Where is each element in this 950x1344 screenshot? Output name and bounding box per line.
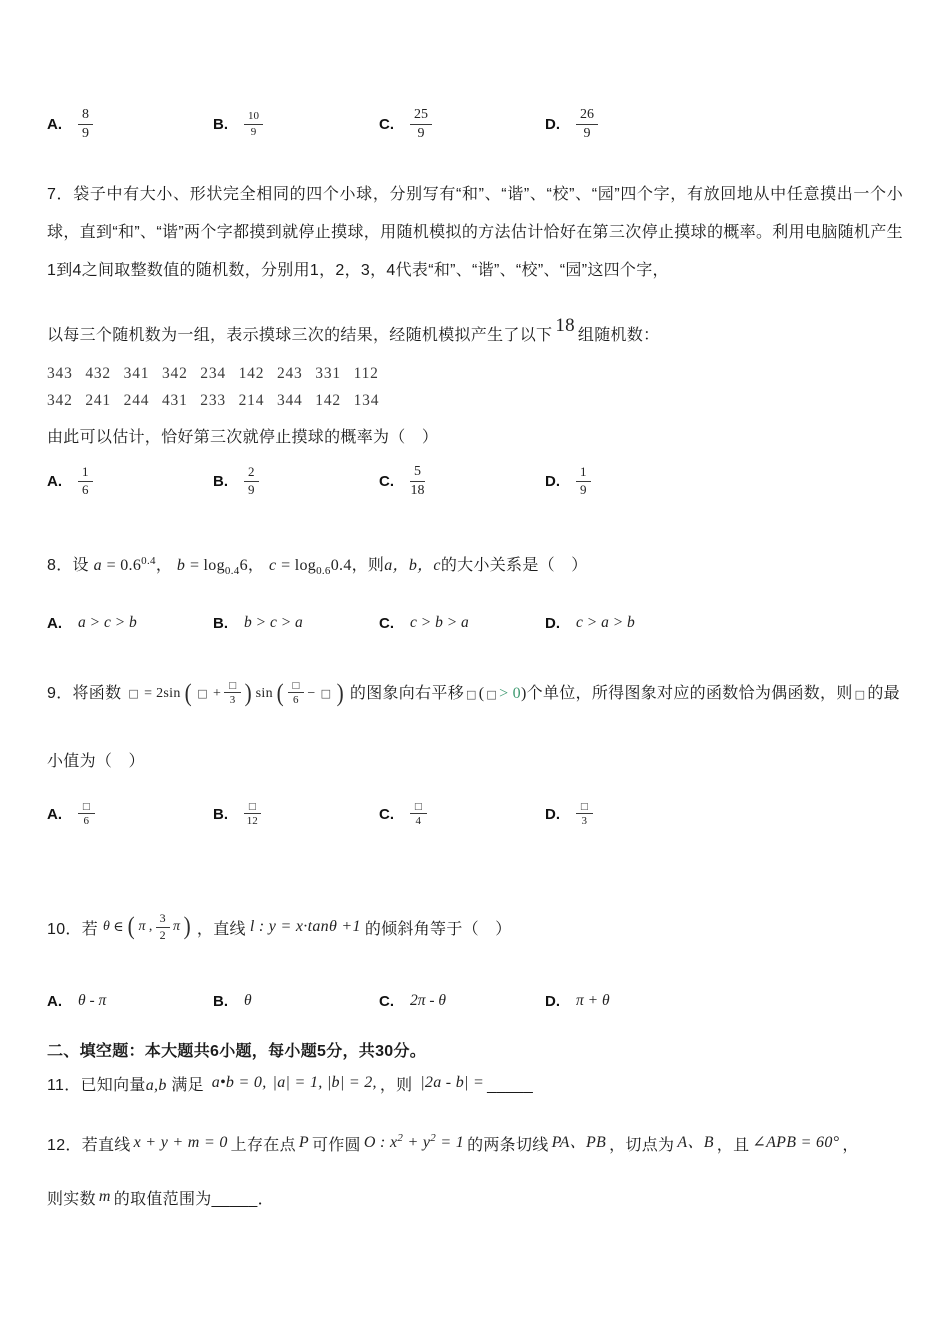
q11-mid2: ，则 xyxy=(379,1077,413,1094)
option-label: D. xyxy=(545,806,560,824)
question-11 xyxy=(47,1072,903,1095)
right-paren: ) xyxy=(336,680,345,707)
option-expression: b > c > a xyxy=(244,614,303,631)
q8-b-eq: = log xyxy=(189,557,225,574)
q8-lead: 8．设 xyxy=(47,557,89,574)
angle-condition: ∠APB = 60° xyxy=(752,1134,840,1151)
q8-variables: a，b，c xyxy=(384,557,441,574)
option-label: C. xyxy=(379,614,394,632)
question-9-stem xyxy=(47,670,903,719)
q11-magnitudes: |a| = 1, |b| = 2, xyxy=(272,1074,377,1091)
question-7-option-d xyxy=(545,465,711,497)
q9-function-formula xyxy=(126,670,345,718)
circle-equation: O : $x^2 + y^2 = 1$ xyxy=(363,1132,465,1151)
fraction: $\frac{10}{9}$ xyxy=(244,110,263,138)
option-expression: θ xyxy=(244,992,252,1009)
exponent: 2 xyxy=(430,1132,437,1144)
var-a: a xyxy=(93,557,102,574)
question-7-text-line4 xyxy=(47,316,903,355)
q11-dot-product: a•b = 0, xyxy=(211,1074,267,1091)
question-7-text xyxy=(47,176,903,290)
option-label: D. xyxy=(545,472,560,490)
question-9-option-a xyxy=(47,802,213,827)
fraction: $\frac{25}{9}$ xyxy=(410,107,432,141)
separator: ， xyxy=(155,557,173,574)
fraction: $\frac{1}{9}$ xyxy=(576,465,591,497)
option-label: D. xyxy=(545,992,560,1010)
right-paren: ) xyxy=(244,680,253,707)
q12-line2-end: ． xyxy=(257,1191,274,1208)
comma: , xyxy=(148,919,153,934)
q10-tail: 的倾斜角等于（ ） xyxy=(364,920,512,938)
option-expression: c > b > a xyxy=(410,614,469,631)
option-expression: 2π - θ xyxy=(410,992,447,1009)
left-paren: ( xyxy=(276,680,284,707)
left-paren: ( xyxy=(127,913,135,940)
option-label: B. xyxy=(213,992,228,1010)
option-expression: θ - π xyxy=(78,992,107,1009)
option-label: A. xyxy=(47,806,62,824)
option-label: D. xyxy=(545,614,560,632)
missing-glyph-box: □ xyxy=(854,688,866,702)
right-paren: ) xyxy=(183,913,192,940)
option-expression: π + θ xyxy=(576,992,610,1009)
q9-mid1: 的图象向右平移 xyxy=(349,685,465,703)
tangent-lines: PA、PB xyxy=(551,1134,607,1151)
question-12-line1 xyxy=(47,1132,903,1155)
question-9-options-row xyxy=(47,792,903,838)
option-label: B. xyxy=(213,472,228,490)
question-8-option-c xyxy=(379,614,545,632)
question-7-conclusion: 由此可以估计，恰好第三次就停止摸球的概率为（ ） xyxy=(47,429,439,446)
fraction: $\frac{8}{9}$ xyxy=(78,107,93,141)
random-group-count: 18 xyxy=(555,315,575,336)
option-label: B. xyxy=(213,115,228,133)
fraction: $\frac{□}{6}$ xyxy=(78,802,95,827)
question-12-line2 xyxy=(47,1186,903,1209)
question-7-paragraph: 7．袋子中有大小、形状完全相同的四个小球，分别写有“和”、“谐”、“校”、“园”四个字，有放回地从中任意摸出一个小球，直到“和”、“谐”两个字都摸到就停止摸球，用随机模拟的方法估计恰好在第三次停止摸球的概率。利用电脑随机产生1到4之间取整数值的随机数，分别用1，2，3，4代表“和”、“谐”、“校”、“园”这四个字， xyxy=(47,186,903,279)
option-expression: a > c > b xyxy=(78,614,137,631)
q10-mid1: ，直线 xyxy=(196,920,246,938)
question-10-stem xyxy=(47,903,903,951)
q8-a-exponent: 0.4 xyxy=(141,555,156,567)
question-7-option-c xyxy=(379,464,545,498)
left-paren: ( xyxy=(478,685,485,703)
q8-b-arg: 6 xyxy=(239,557,248,574)
q8-a-eq: = 0.6 xyxy=(106,557,142,574)
q9-condition: > 0 xyxy=(499,685,521,703)
q10-line-equation: l : y = x·tanθ +1 xyxy=(249,918,361,935)
question-8-option-a xyxy=(47,614,213,632)
q8-tail: 的大小关系是（ ） xyxy=(440,557,588,574)
minus-sign: − xyxy=(307,686,316,701)
q9-mid2: 个单位，所得图象对应的函数恰为偶函数，则 xyxy=(526,685,853,703)
q11-vectors: a,b xyxy=(145,1077,167,1094)
question-7-option-a xyxy=(47,465,213,497)
question-7-paragraph-tail: 组随机数： xyxy=(577,327,660,344)
question-6-option-a xyxy=(47,107,213,141)
fraction: $\frac{5}{18}$ xyxy=(410,463,425,498)
q8-c-eq: = log xyxy=(281,557,317,574)
answer-blank: _____ xyxy=(211,1191,258,1208)
exponent: 2 xyxy=(397,1132,404,1144)
right-paren: ) xyxy=(521,685,527,703)
q10-interval-formula xyxy=(103,912,192,942)
q9-sin: sin xyxy=(255,686,273,701)
q12-line-equation: x + y + m = 0 xyxy=(133,1134,228,1151)
question-6-option-d xyxy=(545,107,711,141)
fraction: $\frac{□}{6}$ xyxy=(288,681,305,706)
q11-lead: 11．已知向量 xyxy=(47,1077,146,1094)
option-label: A. xyxy=(47,614,62,632)
question-9-option-c xyxy=(379,802,545,827)
question-9-option-b xyxy=(213,802,379,827)
option-label: B. xyxy=(213,614,228,632)
missing-glyph-box: □ xyxy=(128,687,140,700)
q12-line2-lead: 则实数 xyxy=(47,1191,96,1208)
option-expression: c > a > b xyxy=(576,614,635,631)
option-label: C. xyxy=(379,115,394,133)
fraction: $\frac{26}{9}$ xyxy=(576,107,598,141)
q12-lead: 12．若直线 xyxy=(47,1137,131,1154)
missing-glyph-box: □ xyxy=(466,688,477,702)
question-10-option-a xyxy=(47,992,213,1010)
q12-mid2: 可作圆 xyxy=(311,1137,361,1154)
question-6-option-c xyxy=(379,107,545,141)
question-8-option-b xyxy=(213,614,379,632)
q8-b-base: 0.4 xyxy=(224,565,240,577)
fraction: $\frac{□}{3}$ xyxy=(576,802,593,827)
q10-lead: 10．若 xyxy=(47,920,98,938)
missing-glyph-box: □ xyxy=(197,687,208,700)
option-label: A. xyxy=(47,992,62,1010)
q12-line2-mid: 的取值范围为 xyxy=(113,1191,212,1208)
option-label: A. xyxy=(47,115,62,133)
option-label: A. xyxy=(47,472,62,490)
q8-mid: ，则 xyxy=(351,557,385,574)
question-10-option-c xyxy=(379,992,545,1010)
plus-sign: + xyxy=(213,686,222,701)
fraction: $\frac{□}{3}$ xyxy=(224,681,241,706)
random-numbers-block xyxy=(47,360,903,414)
missing-glyph-box: □ xyxy=(486,688,498,702)
tangent-points: A、B xyxy=(677,1134,714,1151)
question-8-stem xyxy=(47,552,903,575)
q12-mid6: ， xyxy=(842,1137,859,1154)
question-10-option-b xyxy=(213,992,379,1010)
random-numbers-row-2: 342 241 244 431 233 214 344 142 134 xyxy=(47,392,380,409)
var-b: b xyxy=(176,557,186,574)
var-m: m xyxy=(98,1188,111,1205)
fraction: $\frac{3}{2}$ xyxy=(156,912,170,942)
question-7-options-row xyxy=(47,458,903,504)
missing-glyph-box: □ xyxy=(320,687,332,700)
q12-mid5: ，且 xyxy=(716,1137,750,1154)
fraction: $\frac{1}{6}$ xyxy=(78,465,93,497)
question-8-options-row xyxy=(47,606,903,640)
option-label: D. xyxy=(545,115,560,133)
q11-mid1: 满足 xyxy=(171,1077,204,1094)
question-9-stem-line2: 小值为（ ） xyxy=(47,753,145,770)
q9-eq: = 2sin xyxy=(144,686,181,701)
q12-mid3: 的两条切线 xyxy=(467,1137,549,1154)
q8-c-arg: 0.4 xyxy=(330,557,352,574)
section-2-header: 二、填空题：本大题共6小题，每小题5分，共30分。 xyxy=(47,1043,427,1060)
question-7-option-b xyxy=(213,465,379,497)
q12-mid4: ，切点为 xyxy=(609,1137,675,1154)
q11-target-expression: |2a - b| = xyxy=(420,1074,485,1091)
element-of-sign: ∈ xyxy=(113,919,124,935)
fraction: $\frac{2}{9}$ xyxy=(244,465,259,497)
option-label: B. xyxy=(213,806,228,824)
fraction: $\frac{□}{12}$ xyxy=(244,802,261,827)
random-numbers-row-1: 343 432 341 342 234 142 243 331 112 xyxy=(47,365,379,382)
separator: ， xyxy=(247,557,265,574)
question-6-options-row xyxy=(47,100,903,148)
question-7-paragraph-cont: 以每三个随机数为一组，表示摸球三次的结果，经随机模拟产生了以下 xyxy=(47,327,553,344)
question-6-option-b xyxy=(213,110,379,138)
q9-mid3: 的最 xyxy=(867,685,900,703)
pi-symbol: π xyxy=(138,919,146,934)
left-paren: ( xyxy=(184,680,192,707)
question-9-option-d xyxy=(545,802,711,827)
fraction: $\frac{□}{4}$ xyxy=(410,802,427,827)
question-8-option-d xyxy=(545,614,711,632)
question-10-options-row xyxy=(47,984,903,1018)
option-label: C. xyxy=(379,992,394,1010)
q12-mid1: 上存在点 xyxy=(230,1137,296,1154)
var-c: c xyxy=(268,557,277,574)
option-label: C. xyxy=(379,806,394,824)
q8-c-base: 0.6 xyxy=(316,565,331,577)
answer-blank: _____ xyxy=(487,1077,534,1094)
option-label: C. xyxy=(379,472,394,490)
question-10-option-d xyxy=(545,992,711,1010)
var-theta: θ xyxy=(103,919,111,934)
q9-lead: 9．将函数 xyxy=(47,685,122,703)
pi-symbol: π xyxy=(172,919,181,934)
point-p: P xyxy=(298,1134,309,1151)
